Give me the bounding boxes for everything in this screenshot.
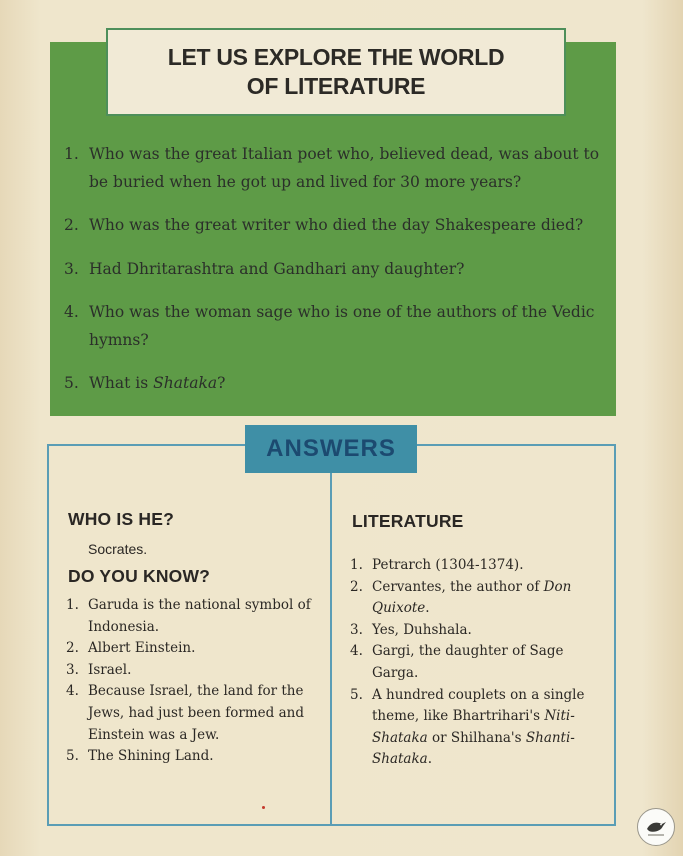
list-item-text: Garuda is the national symbol of Indonesia. [88,597,311,635]
literature-list [350,555,590,771]
list-item-text: Israel. [88,661,132,678]
question-item [64,298,604,354]
who-is-he-answer: Socrates. [88,541,148,557]
question-list [64,140,604,412]
list-item-number: 4. [66,683,79,700]
list-item-text-part: . [425,600,430,617]
page-title [106,28,566,116]
list-item-text-part: A hundred couplets on a single theme, like Bhartrihari's [372,686,585,725]
list-item-text: Yes, Duhshala. [372,621,472,638]
list-item-text [372,687,584,768]
page-title-line-1: LET US EXPLORE THE WORLD [167,44,505,70]
list-item-number: 3. [350,621,363,638]
question-text: Who was the great Italian poet who, believed dead, was about to be buried when he got up and lived for 30 more years? [89,145,600,191]
question-text: Had Dhritarashtra and Gandhari any daughter? [89,260,465,278]
list-item-number: 2. [66,640,79,657]
list-item [350,685,590,771]
list-item [350,620,590,642]
question-number: 4. [64,303,79,321]
question-item [64,369,604,397]
list-item-number: 5. [66,748,79,765]
list-item [66,746,316,768]
list-item-text-italic: Niti-Shataka [372,708,575,746]
question-number: 2. [64,216,79,234]
list-item [66,638,316,660]
who-is-he-heading: WHO IS HE? [68,509,175,529]
question-text-part: What is [89,374,154,392]
list-item-number: 1. [66,597,79,613]
list-item-number: 2. [350,578,363,595]
list-item-text: Petrarch (1304-1374). [372,557,524,573]
list-item-text-part: or Shilhana's [427,729,526,746]
scanner-stamp [637,808,675,846]
paper-speck [262,806,265,809]
list-item [66,595,316,638]
question-number: 1. [64,145,79,163]
bird-icon [641,812,671,842]
question-number: 3. [64,260,79,278]
column-divider [330,472,332,826]
list-item [66,660,316,682]
question-item [64,140,604,196]
list-item-text-part: Cervantes, the author of [372,578,544,595]
question-number: 5. [64,374,79,392]
list-item [350,555,590,577]
do-you-know-heading: DO YOU KNOW? [68,566,211,586]
list-item [66,681,316,746]
list-item [350,577,590,620]
page-title-line-2: OF LITERATURE [246,73,426,99]
question-text-part: ? [217,374,226,392]
list-item-text [372,579,571,617]
list-item-text: The Shining Land. [88,748,214,765]
question-text-italic: Shataka [153,374,218,392]
answers-tab [245,425,417,473]
question-text: Who was the woman sage who is one of the authors of the Vedic hymns? [89,303,595,349]
list-item-number: 4. [350,643,363,660]
list-item-text: Gargi, the daughter of Sage Garga. [372,643,564,681]
do-you-know-list [66,595,316,768]
list-item-text: Albert Einstein. [88,640,196,657]
list-item-number: 5. [350,686,363,703]
list-item-text-part: . [427,751,432,768]
list-item-text: Because Israel, the land for the Jews, had just been formed and Einstein was a Jew. [88,683,304,743]
list-item [350,641,590,684]
list-item-text-italic: Don Quixote [372,578,572,617]
question-item [64,211,604,239]
literature-heading: LITERATURE [352,511,464,531]
list-item-text-italic: Shanti-Shataka [372,729,575,768]
list-item-number: 3. [66,661,79,678]
question-item [64,255,604,283]
question-text [89,374,225,392]
list-item-number: 1. [350,557,363,573]
question-text: Who was the great writer who died the day Shakespeare died? [89,216,584,234]
answers-tab-label: ANSWERS [266,435,396,462]
